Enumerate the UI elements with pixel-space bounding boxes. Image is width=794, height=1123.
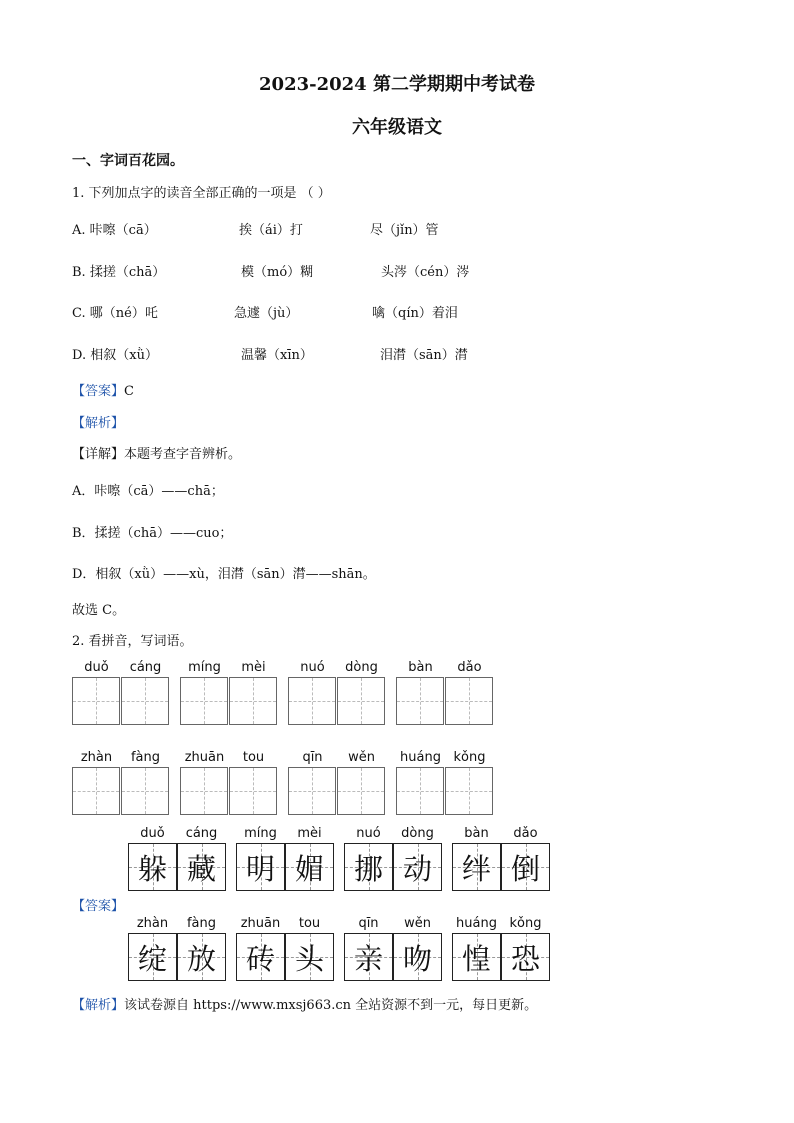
option-item: 温馨（xīn） — [241, 348, 313, 363]
question-2-stem: 2. 看拼音，写词语。 — [72, 634, 193, 649]
answer-box — [344, 843, 393, 891]
option-item: 模（mó）糊 — [241, 265, 314, 280]
writing-box[interactable] — [445, 767, 493, 815]
answer-pinyin-label: tou — [298, 916, 321, 931]
answer-character: 吻 — [402, 941, 432, 976]
detail-label: 【详解】 — [72, 447, 125, 462]
option-item: 咔嚓（cā） — [89, 223, 157, 238]
answer-character: 砖 — [245, 941, 275, 976]
analysis-label: 【解析】 — [72, 998, 125, 1013]
answer-1 — [72, 380, 134, 399]
answer-character: 头 — [294, 941, 324, 976]
pinyin-label: mèi — [241, 660, 266, 675]
writing-box[interactable] — [72, 767, 120, 815]
pinyin-label: zhàn — [80, 750, 113, 765]
option-item: 挨（ái）打 — [239, 223, 303, 238]
answer-pinyin-label: zhàn — [136, 916, 169, 931]
writing-box[interactable] — [288, 677, 336, 725]
pinyin-label: dǎo — [457, 660, 482, 675]
answer-character: 恐 — [510, 941, 540, 976]
source-note: 该试卷源自 https://www.mxsj663.cn 全站资源不到一元，每日更新。 — [124, 998, 538, 1013]
answer-pinyin-label: nuó — [356, 826, 381, 841]
option-item: 尽（jǐn）管 — [370, 223, 439, 238]
pinyin-label: wěn — [348, 750, 375, 765]
option-item: 哪（né）吒 — [89, 306, 158, 321]
exam-subtitle: 六年级语文 — [352, 117, 442, 138]
answer-value: C — [124, 384, 134, 399]
option-letter: D. — [72, 348, 87, 363]
answer-pinyin-label: dǎo — [513, 826, 538, 841]
answer-character: 绊 — [461, 851, 491, 886]
option-item: 泪潸（sān）潸 — [380, 348, 468, 363]
answer-box — [177, 933, 226, 981]
answer-pinyin-label: qīn — [358, 916, 379, 931]
answer-box — [236, 933, 285, 981]
pinyin-label: qīn — [302, 750, 323, 765]
writing-box[interactable] — [121, 677, 169, 725]
explanation-line: A．咔嚓（cā）——chā； — [72, 484, 224, 499]
option-item: 头涔（cén）涔 — [381, 265, 470, 280]
answer-label: 【答案】 — [72, 384, 125, 399]
answer-2-label: 【答案】 — [72, 899, 125, 914]
analysis-1-label: 【解析】 — [72, 416, 125, 431]
writing-box[interactable] — [121, 767, 169, 815]
answer-box — [452, 933, 501, 981]
pinyin-label: fàng — [130, 750, 161, 765]
answer-pinyin-label: kǒng — [509, 916, 542, 931]
answer-character: 惶 — [461, 941, 491, 976]
detail-1 — [72, 443, 241, 462]
writing-box[interactable] — [445, 677, 493, 725]
answer-character: 动 — [402, 851, 432, 886]
analysis-2 — [72, 994, 537, 1013]
answer-character: 放 — [186, 941, 216, 976]
answer-pinyin-label: cáng — [185, 826, 218, 841]
answer-character: 媚 — [294, 851, 324, 886]
answer-box — [393, 843, 442, 891]
answer-box — [501, 843, 550, 891]
exam-title: 2023-2024 第二学期期中考试卷 — [259, 74, 535, 95]
answer-pinyin-label: wěn — [404, 916, 431, 931]
option-item: 噙（qín）着泪 — [372, 306, 458, 321]
option-letter: C. — [72, 306, 86, 321]
writing-box[interactable] — [396, 677, 444, 725]
conclusion: 故选 C。 — [72, 603, 126, 618]
pinyin-label: nuó — [300, 660, 325, 675]
option-item: 揉搓（chā） — [89, 265, 166, 280]
option-letter: B. — [72, 265, 86, 280]
answer-character: 躲 — [137, 851, 167, 886]
answer-box — [344, 933, 393, 981]
answer-pinyin-label: mèi — [297, 826, 322, 841]
detail-text: 本题考查字音辨析。 — [124, 447, 242, 462]
writing-box[interactable] — [337, 677, 385, 725]
answer-pinyin-label: duǒ — [140, 826, 165, 841]
pinyin-label: míng — [188, 660, 221, 675]
writing-box[interactable] — [229, 767, 277, 815]
question-1-stem: 1. 下列加点字的读音全部正确的一项是 （ ） — [72, 186, 331, 201]
pinyin-label: dòng — [345, 660, 378, 675]
pinyin-label: cáng — [129, 660, 162, 675]
answer-box — [236, 843, 285, 891]
answer-character: 藏 — [186, 851, 216, 886]
answer-box — [285, 843, 334, 891]
pinyin-label: kǒng — [453, 750, 486, 765]
writing-box[interactable] — [337, 767, 385, 815]
answer-character: 明 — [245, 851, 275, 886]
writing-box[interactable] — [396, 767, 444, 815]
answer-box — [501, 933, 550, 981]
writing-box[interactable] — [72, 677, 120, 725]
answer-character: 倒 — [510, 851, 540, 886]
option-item: 急遽（jù） — [234, 306, 299, 321]
pinyin-label: zhuān — [184, 750, 225, 765]
explanation-line: B．揉搓（chā）——cuo； — [72, 526, 233, 541]
pinyin-label: tou — [242, 750, 265, 765]
pinyin-label: bàn — [408, 660, 433, 675]
option-letter: A. — [72, 223, 86, 238]
answer-pinyin-label: dòng — [401, 826, 434, 841]
pinyin-label: huáng — [400, 750, 441, 765]
writing-box[interactable] — [229, 677, 277, 725]
answer-pinyin-label: fàng — [186, 916, 217, 931]
answer-pinyin-label: zhuān — [240, 916, 281, 931]
answer-box — [128, 843, 177, 891]
writing-box[interactable] — [180, 767, 228, 815]
answer-character: 亲 — [353, 941, 383, 976]
section-heading: 一、字词百花园。 — [72, 153, 184, 169]
answer-pinyin-label: huáng — [456, 916, 497, 931]
answer-pinyin-label: bàn — [464, 826, 489, 841]
answer-box — [128, 933, 177, 981]
answer-character: 绽 — [137, 941, 167, 976]
answer-box — [452, 843, 501, 891]
option-a — [72, 219, 157, 238]
answer-box — [393, 933, 442, 981]
option-c — [72, 302, 158, 321]
writing-box[interactable] — [288, 767, 336, 815]
option-d — [72, 344, 158, 363]
answer-character: 挪 — [353, 851, 383, 886]
option-b — [72, 261, 165, 280]
answer-pinyin-label: míng — [244, 826, 277, 841]
pinyin-label: duǒ — [84, 660, 109, 675]
answer-box — [285, 933, 334, 981]
writing-box[interactable] — [180, 677, 228, 725]
answer-box — [177, 843, 226, 891]
option-item: 相叙（xǜ） — [90, 348, 158, 363]
explanation-line: D．相叙（xǜ）——xù，泪潸（sān）潸——shān。 — [72, 567, 376, 582]
